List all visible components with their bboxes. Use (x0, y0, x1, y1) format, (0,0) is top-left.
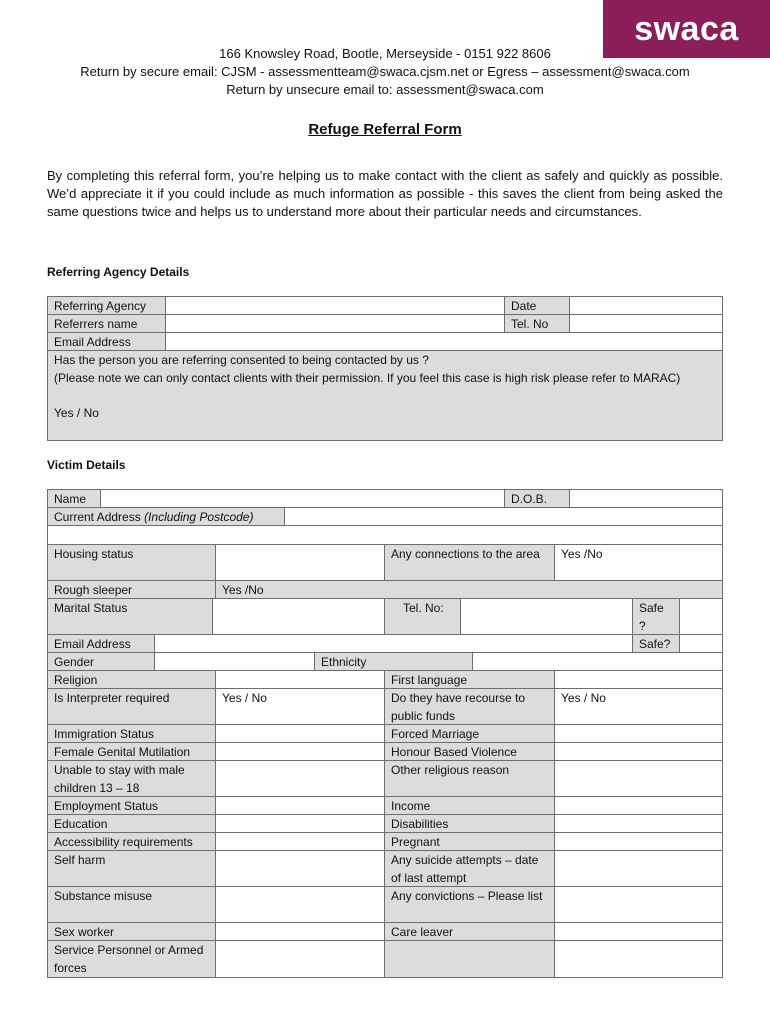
victim-tel-input[interactable] (460, 598, 633, 635)
forced-marriage-input[interactable] (554, 724, 723, 743)
armed-forces-input[interactable] (215, 940, 385, 978)
current-address-line2[interactable] (47, 525, 723, 545)
pregnant-label: Pregnant (384, 832, 555, 851)
consent-question: Has the person you are referring consented to being contacted by us ? (54, 353, 429, 367)
convictions-label: Any convictions – Please list (384, 886, 555, 923)
first-language-input[interactable] (554, 670, 723, 689)
referral-date-label: Date (504, 296, 570, 315)
religion-input[interactable] (215, 670, 385, 689)
accessibility-input[interactable] (215, 832, 385, 851)
gender-label: Gender (47, 652, 155, 671)
rough-sleeper-answer[interactable]: Yes /No (215, 580, 723, 599)
care-leaver-input[interactable] (554, 922, 723, 941)
connections-label: Any connections to the area (384, 544, 555, 581)
fgm-input[interactable] (215, 742, 385, 761)
consent-answer[interactable]: Yes / No (54, 406, 99, 420)
dob-label: D.O.B. (504, 489, 570, 508)
victim-tel-label: Tel. No: (384, 598, 461, 635)
blank-input-cell[interactable] (554, 940, 723, 978)
victim-email-label: Email Address (47, 634, 155, 653)
first-language-label: First language (384, 670, 555, 689)
interpreter-answer[interactable]: Yes / No (215, 688, 385, 725)
housing-status-label: Housing status (47, 544, 216, 581)
blank-label-cell (384, 940, 555, 978)
referring-agency-input[interactable] (165, 296, 505, 315)
gender-input[interactable] (154, 652, 315, 671)
disabilities-input[interactable] (554, 814, 723, 833)
current-address-input[interactable] (284, 507, 723, 526)
referrer-tel-input[interactable] (569, 314, 723, 333)
income-label: Income (384, 796, 555, 815)
referral-date-input[interactable] (569, 296, 723, 315)
income-input[interactable] (554, 796, 723, 815)
rough-sleeper-label: Rough sleeper (47, 580, 216, 599)
pregnant-input[interactable] (554, 832, 723, 851)
interpreter-label: Is Interpreter required (47, 688, 216, 725)
housing-status-input[interactable] (215, 544, 385, 581)
safe-email-input[interactable] (679, 634, 723, 653)
safe-tel-label: Safe ? (632, 598, 680, 635)
consent-note: (Please note we can only contact clients with their permission. If you feel this case is high risk please refer to MARAC) (54, 371, 681, 385)
substance-misuse-label: Substance misuse (47, 886, 216, 923)
referrer-tel-label: Tel. No (504, 314, 570, 333)
referrer-name-label: Referrers name (47, 314, 166, 333)
victim-name-input[interactable] (100, 489, 505, 508)
ethnicity-label: Ethnicity (314, 652, 473, 671)
marital-status-label: Marital Status (47, 598, 213, 635)
employment-input[interactable] (215, 796, 385, 815)
honour-violence-label: Honour Based Violence (384, 742, 555, 761)
referring-agency-label: Referring Agency (47, 296, 166, 315)
sex-worker-input[interactable] (215, 922, 385, 941)
education-input[interactable] (215, 814, 385, 833)
unable-stay-input[interactable] (215, 760, 385, 797)
page-title: Refuge Referral Form (308, 121, 462, 138)
header-secure-email: Return by secure email: CJSM - assessmentteam@swaca.cjsm.net or Egress – assessment@swaca.com (80, 64, 690, 79)
current-address-note: (Including Postcode) (144, 510, 254, 524)
referrer-email-input[interactable] (165, 332, 723, 351)
care-leaver-label: Care leaver (384, 922, 555, 941)
header-address: 166 Knowsley Road, Bootle, Merseyside - 0151 922 8606 (219, 46, 551, 61)
header-unsecure-email: Return by unsecure email to: assessment@swaca.com (226, 82, 544, 97)
self-harm-input[interactable] (215, 850, 385, 887)
referrer-name-input[interactable] (165, 314, 505, 333)
armed-forces-label: Service Personnel or Armed forces (47, 940, 216, 978)
recourse-label: Do they have recourse to public funds (384, 688, 555, 725)
suicide-attempts-label: Any suicide attempts – date of last attempt (384, 850, 555, 887)
self-harm-label: Self harm (47, 850, 216, 887)
employment-label: Employment Status (47, 796, 216, 815)
safe-tel-input[interactable] (679, 598, 723, 635)
disabilities-label: Disabilities (384, 814, 555, 833)
convictions-input[interactable] (554, 886, 723, 923)
swaca-logo: swaca (603, 0, 770, 58)
dob-input[interactable] (569, 489, 723, 508)
marital-status-input[interactable] (212, 598, 385, 635)
victim-email-input[interactable] (154, 634, 633, 653)
education-label: Education (47, 814, 216, 833)
immigration-input[interactable] (215, 724, 385, 743)
forced-marriage-label: Forced Marriage (384, 724, 555, 743)
other-religious-label: Other religious reason (384, 760, 555, 797)
consent-box (47, 350, 723, 441)
current-address-label (47, 507, 285, 526)
fgm-label: Female Genital Mutilation (47, 742, 216, 761)
connections-answer[interactable]: Yes /No (554, 544, 723, 581)
recourse-answer[interactable]: Yes / No (554, 688, 723, 725)
suicide-attempts-input[interactable] (554, 850, 723, 887)
intro-paragraph: By completing this referral form, you’re helping us to make contact with the client as safely and quickly as possible. We’d appreciate it if you could include as much information as possible - this saves the client from being asked the same questions twice and helps us to understand more about their particular needs and circumstances. (47, 168, 723, 219)
unable-stay-label: Unable to stay with male children 13 – 18 (47, 760, 216, 797)
sex-worker-label: Sex worker (47, 922, 216, 941)
current-address-text: Current Address (54, 510, 141, 524)
substance-misuse-input[interactable] (215, 886, 385, 923)
safe-email-label: Safe? (632, 634, 680, 653)
victim-name-label: Name (47, 489, 101, 508)
religion-label: Religion (47, 670, 216, 689)
honour-violence-input[interactable] (554, 742, 723, 761)
referring-section-heading: Referring Agency Details (47, 265, 190, 279)
victim-section-heading: Victim Details (47, 458, 126, 472)
accessibility-label: Accessibility requirements (47, 832, 216, 851)
ethnicity-input[interactable] (472, 652, 723, 671)
referrer-email-label: Email Address (47, 332, 166, 351)
immigration-label: Immigration Status (47, 724, 216, 743)
other-religious-input[interactable] (554, 760, 723, 797)
